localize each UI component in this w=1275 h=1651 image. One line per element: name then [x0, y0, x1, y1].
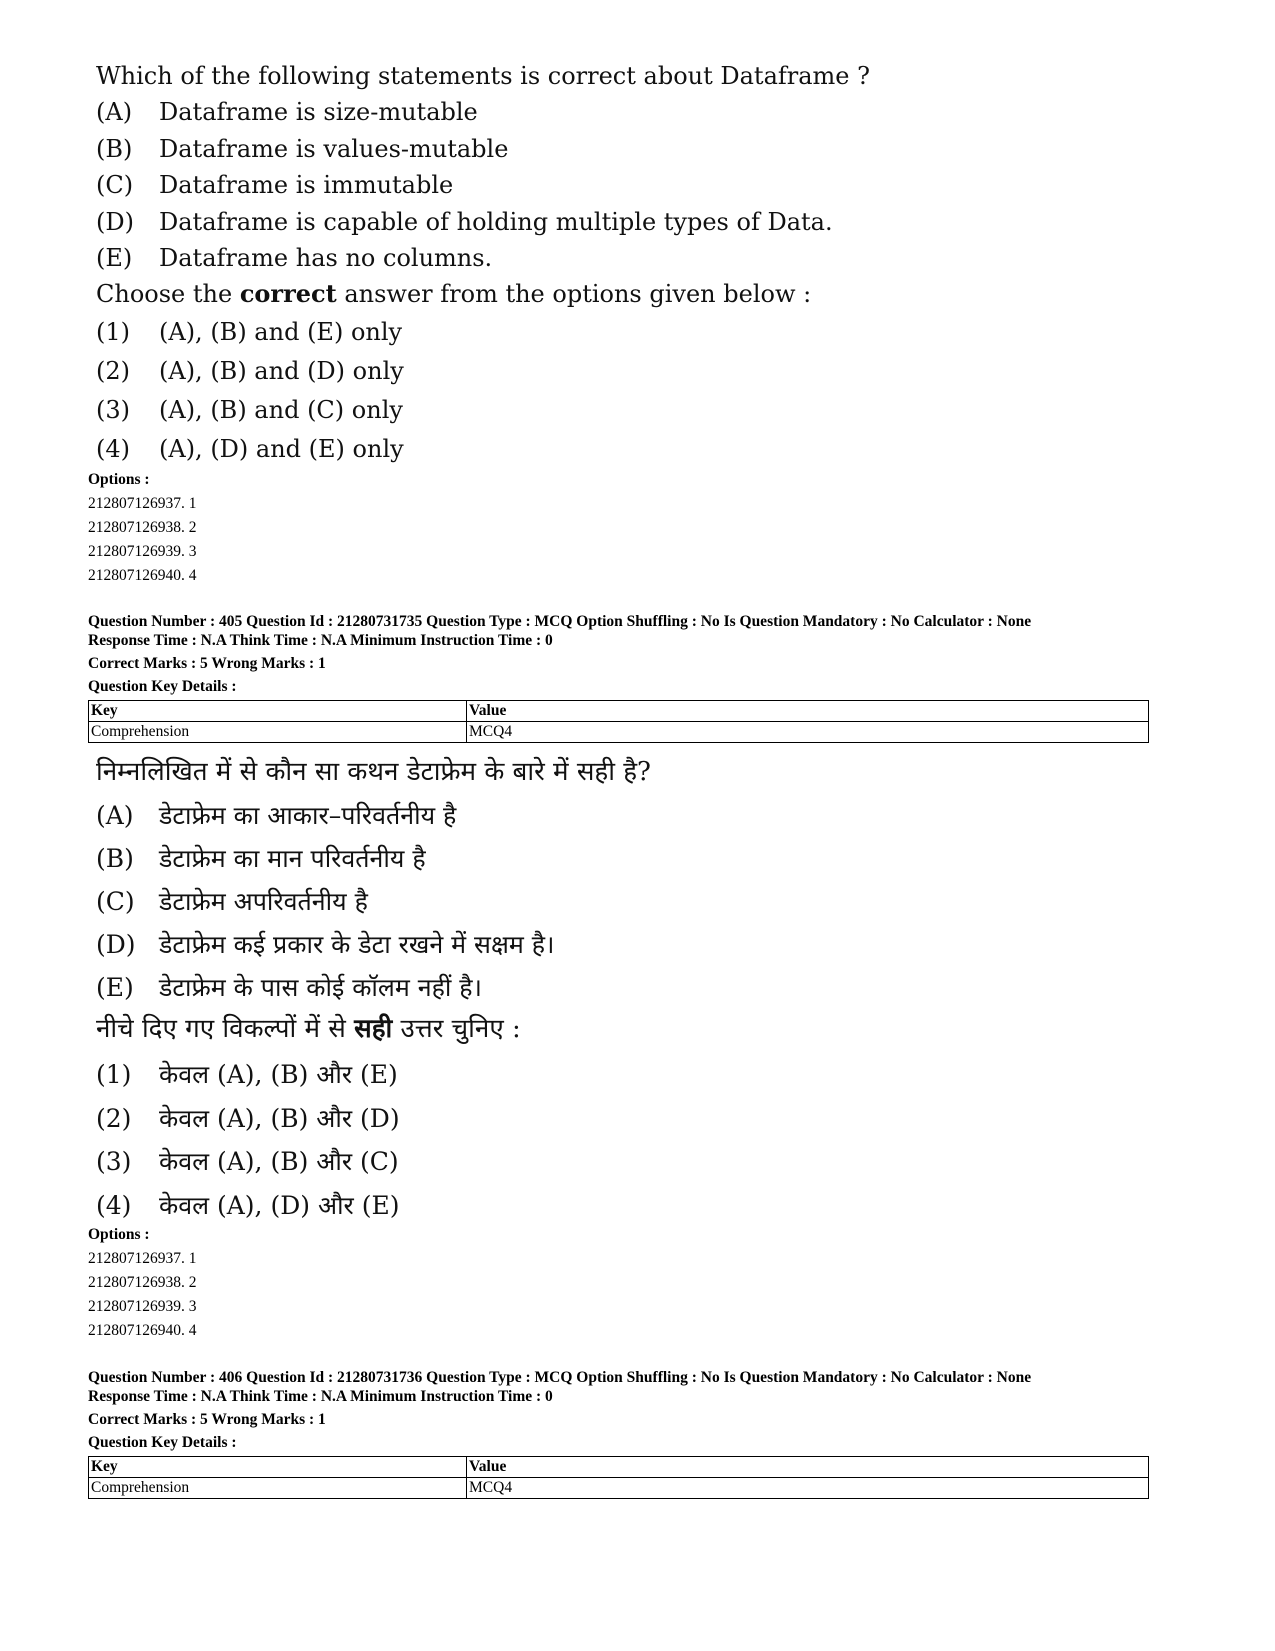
meta-line-2: Response Time : N.A Think Time : N.A Minimum Instruction Time : 0: [88, 632, 553, 649]
options-block-404: [88, 470, 197, 590]
statement-label: (B): [96, 134, 133, 163]
choose-pre: Choose the: [96, 279, 240, 308]
statement-b: [96, 131, 870, 168]
statement-c: [96, 880, 651, 923]
options-title: Options :: [88, 471, 150, 488]
table-header-row: [89, 701, 1149, 722]
option-id-1: 212807126937. 1: [88, 1250, 197, 1267]
statement-label: (C): [96, 171, 134, 199]
statement-label: (D): [96, 930, 136, 959]
key-details-table-406: [88, 1456, 1149, 1499]
statement-text: Dataframe is capable of holding multiple types of Data.: [159, 207, 833, 236]
options-title: Options :: [88, 1226, 150, 1243]
question-text: निम्नलिखित में से कौन सा कथन डेटाफ्रेम के बारे में सही है?: [96, 757, 651, 787]
statement-text: डेटाफ्रेम अपरिवर्तनीय है: [159, 887, 368, 916]
cell-value: MCQ4: [467, 1478, 1149, 1499]
choose-bold: correct: [239, 278, 337, 308]
option-id-1: 212807126937. 1: [88, 495, 197, 512]
answer-text: (A), (B) and (E) only: [159, 317, 403, 346]
statement-a: [96, 794, 651, 837]
statement-b: [96, 837, 651, 880]
statement-text: Dataframe is immutable: [159, 171, 454, 199]
question-text: Which of the following statements is correct about Dataframe ?: [96, 62, 870, 90]
statement-text: Dataframe has no columns.: [159, 244, 493, 272]
options-block-405: [88, 1225, 197, 1345]
statement-label: (C): [96, 887, 135, 916]
key-details-table-405: [88, 700, 1149, 743]
question-405-meta: [88, 612, 1031, 696]
option-id-4: 212807126940. 4: [88, 1322, 197, 1339]
statement-label: (B): [96, 844, 134, 873]
answer-text: केवल (A), (B) और (E): [159, 1060, 398, 1089]
option-id-3: 212807126939. 3: [88, 1298, 197, 1315]
answer-label: (4): [96, 1190, 132, 1220]
answer-label: (3): [96, 395, 130, 424]
table-header-row: [89, 1457, 1149, 1478]
cell-key: Comprehension: [89, 722, 467, 743]
statement-text: Dataframe is values-mutable: [159, 134, 509, 163]
answer-3: [96, 1140, 651, 1184]
header-key: Key: [89, 701, 467, 722]
choose-post: उत्तर चुनिए :: [392, 1014, 521, 1044]
statement-label: (A): [96, 98, 133, 126]
statement-text: डेटाफ्रेम का मान परिवर्तनीय है: [159, 844, 426, 873]
option-id-4: 212807126940. 4: [88, 567, 197, 584]
answer-list: [96, 313, 870, 469]
meta-line-2: Response Time : N.A Think Time : N.A Minimum Instruction Time : 0: [88, 1388, 553, 1405]
option-id-2: 212807126938. 2: [88, 1274, 197, 1291]
answer-text: केवल (A), (B) और (C): [159, 1147, 399, 1176]
answer-label: (2): [96, 356, 130, 385]
statement-d: [96, 204, 870, 241]
table-row: [89, 722, 1149, 743]
choose-instruction: [96, 1009, 651, 1049]
choose-bold: सही: [354, 1014, 393, 1044]
answer-text: केवल (A), (D) और (E): [159, 1190, 400, 1220]
answer-list: [96, 1053, 651, 1227]
answer-1: [96, 1053, 651, 1097]
answer-2: [96, 1097, 651, 1141]
question-405-block: [96, 752, 651, 1227]
answer-text: (A), (D) and (E) only: [159, 434, 404, 463]
header-key: Key: [89, 1457, 467, 1478]
statement-label: (A): [96, 801, 134, 830]
statement-d: [96, 923, 651, 966]
option-id-3: 212807126939. 3: [88, 543, 197, 560]
answer-label: (1): [96, 317, 130, 346]
answer-label: (4): [96, 434, 130, 463]
cell-value: MCQ4: [467, 722, 1149, 743]
answer-4: [96, 430, 870, 469]
answer-label: (2): [96, 1103, 132, 1133]
statement-label: (E): [96, 973, 134, 1002]
statement-text: Dataframe is size-mutable: [159, 98, 478, 126]
answer-4: [96, 1184, 651, 1228]
meta-line-1: Question Number : 405 Question Id : 21280731735 Question Type : MCQ Option Shuffling : No Is Question Mandatory : No Calculator : None: [88, 613, 1032, 630]
statement-label: (D): [96, 207, 134, 236]
statement-e: [96, 240, 870, 277]
statement-list: [96, 794, 651, 1009]
header-value: Value: [467, 1457, 1149, 1478]
answer-label: (1): [96, 1060, 132, 1089]
answer-text: केवल (A), (B) और (D): [159, 1103, 400, 1133]
statement-label: (E): [96, 244, 133, 272]
table-row: [89, 1478, 1149, 1499]
choose-post: answer from the options given below :: [336, 279, 812, 308]
choose-pre: नीचे दिए गए विकल्पों में से: [96, 1014, 355, 1044]
key-details-title: Question Key Details :: [88, 1434, 237, 1451]
answer-2: [96, 352, 870, 391]
marks-line: Correct Marks : 5 Wrong Marks : 1: [88, 1411, 326, 1428]
answer-3: [96, 391, 870, 430]
question-406-meta: [88, 1368, 1031, 1452]
key-details-title: Question Key Details :: [88, 678, 237, 695]
option-id-2: 212807126938. 2: [88, 519, 197, 536]
cell-key: Comprehension: [89, 1478, 467, 1499]
answer-text: (A), (B) and (D) only: [159, 356, 404, 385]
answer-label: (3): [96, 1147, 132, 1176]
statement-text: डेटाफ्रेम का आकार–परिवर्तनीय है: [159, 801, 457, 830]
header-value: Value: [467, 701, 1149, 722]
statement-list: [96, 94, 870, 277]
statement-text: डेटाफ्रेम के पास कोई कॉलम नहीं है।: [159, 973, 483, 1002]
answer-text: (A), (B) and (C) only: [159, 395, 403, 424]
meta-line-1: Question Number : 406 Question Id : 21280731736 Question Type : MCQ Option Shuffling : No Is Question Mandatory : No Calculator : None: [88, 1369, 1032, 1386]
statement-e: [96, 966, 651, 1009]
question-404-block: [96, 58, 870, 469]
answer-1: [96, 313, 870, 352]
statement-text: डेटाफ्रेम कई प्रकार के डेटा रखने में सक्षम है।: [159, 930, 555, 959]
choose-instruction: [96, 276, 870, 312]
statement-c: [96, 167, 870, 204]
marks-line: Correct Marks : 5 Wrong Marks : 1: [88, 655, 326, 672]
statement-a: [96, 94, 870, 131]
